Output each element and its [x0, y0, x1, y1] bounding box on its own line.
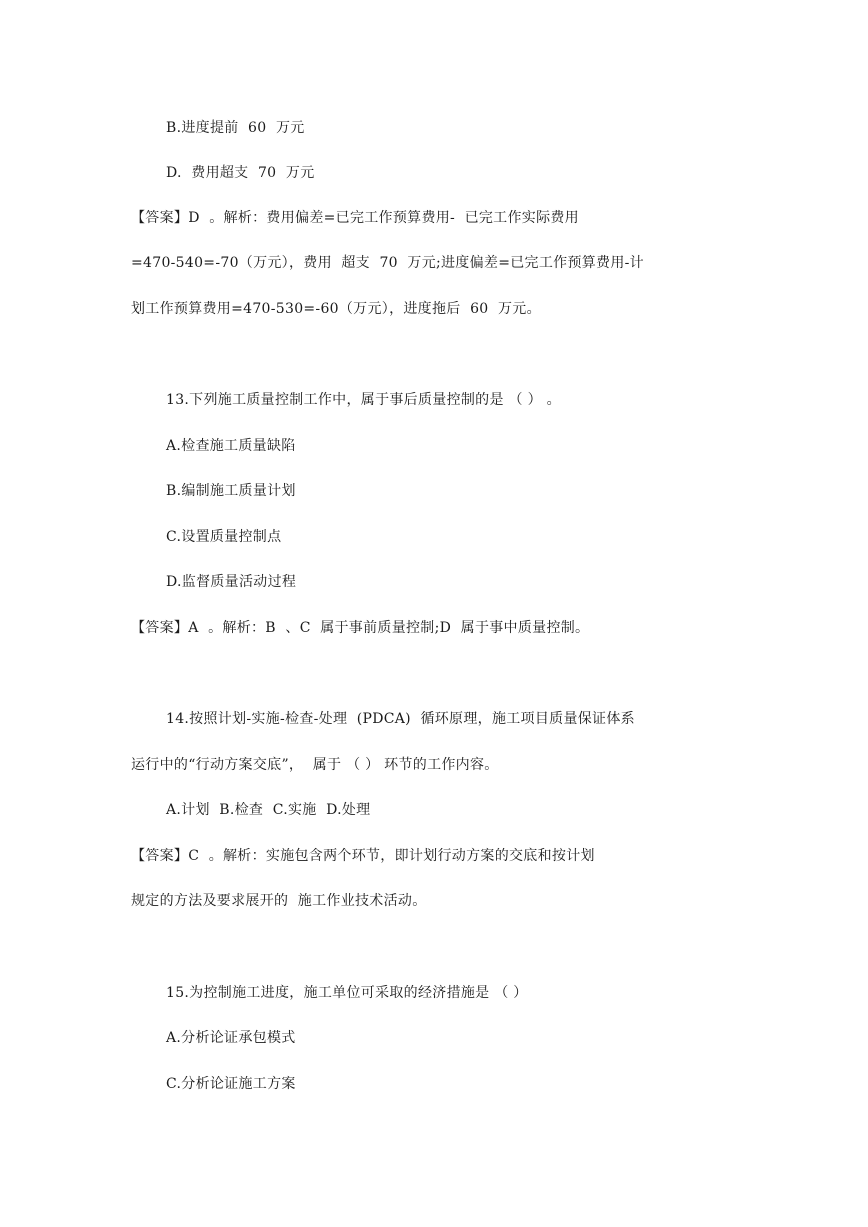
q14-question-line-1: 14.按照计划-实施-检查-处理 (PDCA) 循环原理，施工项目质量保证体系: [166, 711, 635, 727]
q12-answer-line-2: =470-540=-70（万元），费用 超支 70 万元;进度偏差=已完工作预算费用-计: [131, 255, 644, 271]
q13-option-b: B.编制施工质量计划: [166, 483, 296, 499]
q14-answer-line-2: 规定的方法及要求展开的 施工作业技术活动。: [131, 893, 427, 909]
q14-question-line-2: 运行中的“行动方案交底”， 属于 （ ） 环节的工作内容。: [131, 757, 499, 773]
q12-option-d: D. 费用超支 70 万元: [166, 165, 315, 181]
q13-option-d: D.监督质量活动过程: [166, 574, 297, 590]
q14-answer-line-1: 【答案】C 。解析：实施包含两个环节，即计划行动方案的交底和按计划: [131, 848, 595, 864]
q13-answer: 【答案】A 。解析：B 、C 属于事前质量控制;D 属于事中质量控制。: [131, 620, 590, 636]
q15-option-c: C.分析论证施工方案: [166, 1076, 296, 1092]
q13-option-a: A.检查施工质量缺陷: [166, 438, 296, 454]
q12-option-b: B.进度提前 60 万元: [166, 120, 305, 136]
q15-option-a: A.分析论证承包模式: [166, 1030, 296, 1046]
q12-answer-line-3: 划工作预算费用=470-530=-60（万元），进度拖后 60 万元。: [131, 301, 541, 317]
q12-answer-line-1: 【答案】D 。解析：费用偏差=已完工作预算费用- 已完工作实际费用: [131, 210, 579, 226]
q15-question: 15.为控制施工进度，施工单位可采取的经济措施是 （ ）: [166, 985, 528, 1001]
q13-option-c: C.设置质量控制点: [166, 529, 282, 545]
q13-question: 13.下列施工质量控制工作中，属于事后质量控制的是 （ ） 。: [166, 392, 561, 408]
q14-options: A.计划 B.检查 C.实施 D.处理: [166, 802, 371, 818]
